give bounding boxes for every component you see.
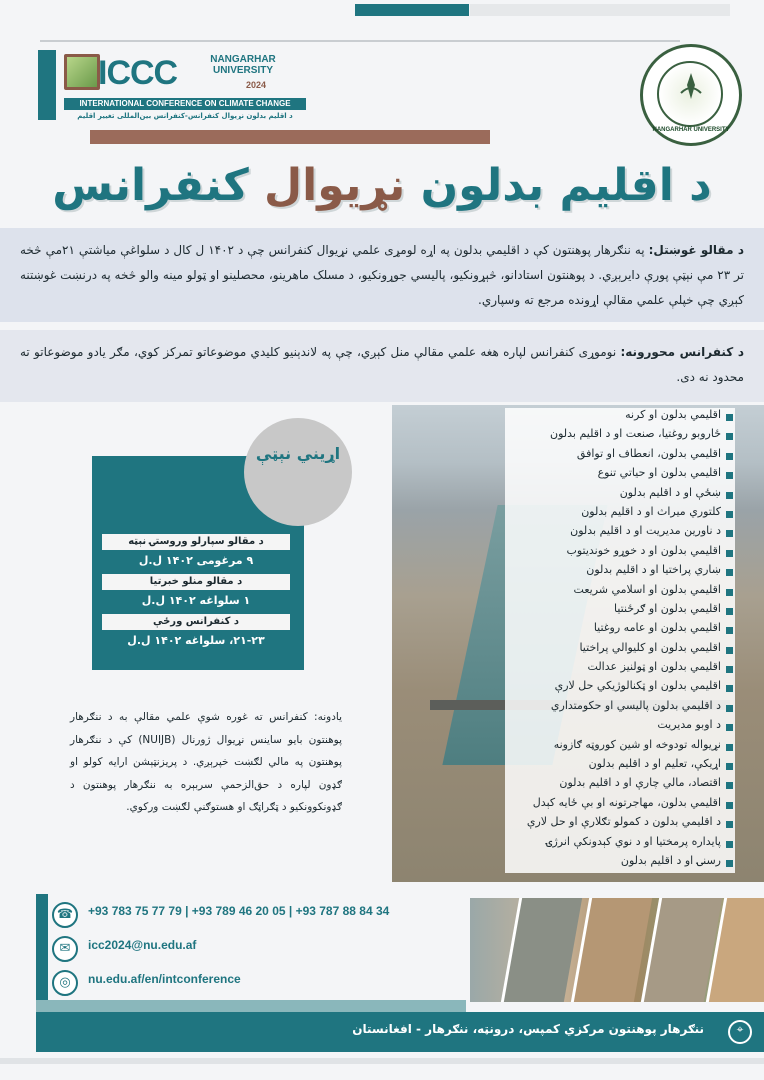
topic-item: اقلیمي بدلون او ټولنیز عدالت	[505, 660, 735, 679]
dates-heading-circle	[244, 418, 352, 526]
topic-item: ښځې او د اقلیم بدلون	[505, 486, 735, 505]
topic-item: اقلیمي بدلون او عامه روغتیا	[505, 621, 735, 640]
topics-list	[505, 408, 735, 873]
title-part-2: نړیوال	[264, 160, 421, 211]
logo-subtitle: د اقلیم بدلون نړیوال کنفرانس-کنفرانس بین‌المللی تغییر اقلیم	[77, 112, 293, 120]
topic-item: اقلیمي بدلون او ګرځنتیا	[505, 602, 735, 621]
footer-light-bar	[36, 1000, 466, 1012]
page-title	[0, 160, 764, 211]
date-label-conference: د کنفرانس ورځې	[102, 614, 290, 630]
topic-item: اړیکې، تعلیم او د اقلیم بدلون	[505, 757, 735, 776]
date-label-submission: د مقالو سپارلو وروستۍ نېټه	[102, 534, 290, 550]
topic-item: پایداره پرمختیا او د نوي کېدونکې انرژۍ	[505, 835, 735, 854]
topic-item: اقلیمي بدلون، انعطاف او توافق	[505, 447, 735, 466]
logo-year: 2024	[246, 80, 267, 90]
phone-icon: ☎	[52, 902, 78, 928]
topic-item: نړیواله تودوخه او شین کوروټه ګازونه	[505, 738, 735, 757]
header-brown-bar	[90, 130, 490, 144]
email-icon: ✉	[52, 936, 78, 962]
topic-item: کلتوري میراث او د اقلیم بدلون	[505, 505, 735, 524]
header-divider	[40, 40, 680, 42]
themes-intro-section	[0, 330, 764, 402]
bottom-divider	[0, 1058, 764, 1064]
tree-logo-icon	[64, 54, 100, 90]
collage-panel	[571, 898, 652, 1002]
themes-intro-text: نوموړی کنفرانس لپاره هغه علمي مقالې منل کېږي، چې په لاندېنیو کلیدي موضوعاتو تمرکز کوي، مګر یادو موضوعاتو ته محدود نه دی.	[20, 345, 744, 384]
title-part-3: کنفرانس	[52, 160, 264, 211]
top-accent-bar	[355, 4, 469, 16]
topic-item: اقتصاد، مالي چارې او د اقلیم بدلون	[505, 776, 735, 795]
collage-panel	[501, 898, 582, 1002]
climate-photo-collage	[470, 898, 764, 1002]
topic-item: اقلیمي بدلون او کرنه	[505, 408, 735, 427]
call-for-papers-section	[0, 228, 764, 322]
topic-item: اقلیمي بدلون او د خوړو خوندیتوب	[505, 544, 735, 563]
globe-icon: ◎	[52, 970, 78, 996]
topic-item: د اقلیمي بدلون پالیسي او حکومتداري	[505, 699, 735, 718]
topic-item: اقلیمي بدلون او اسلامي شریعت	[505, 583, 735, 602]
call-for-papers-label: د مقالو غوښتل:	[648, 243, 745, 257]
title-part-1: د اقلیم بدلون	[420, 160, 712, 211]
logo-accent-bar	[38, 50, 56, 120]
location-pin-icon: ⌖	[728, 1020, 752, 1044]
contact-website[interactable]: nu.edu.af/en/intconference	[88, 972, 241, 986]
topic-item: د اقلیمي بدلون د کمولو تګلارې او حل لارې	[505, 815, 735, 834]
seal-emblem-icon	[673, 69, 709, 105]
logo-university-text: NANGARHAR UNIVERSITY	[210, 54, 276, 76]
topic-item: ښاري پراختیا او د اقلیم بدلون	[505, 563, 735, 582]
date-label-acceptance: د مقالو منلو خبرتیا	[102, 574, 290, 590]
topic-item: اقلیمي بدلون او کلیوالي پراختیا	[505, 641, 735, 660]
date-value-conference: ۲۱-۲۳، سلواغه ۱۴۰۲ ل.ل	[127, 634, 265, 647]
topic-item: اقلیمي بدلون او ټکنالوژيکي حل لارې	[505, 679, 735, 698]
date-value-submission: ۹ مرغومی ۱۴۰۲ ل.ل	[138, 554, 254, 567]
contact-phones: +93 783 75 77 79 | +93 789 46 20 05 | +93 787 88 84 34	[88, 904, 390, 918]
topic-item: د ناورین مدیریت او د اقلیم بدلون	[505, 524, 735, 543]
topic-item: رسنۍ او د اقلیم بدلون	[505, 854, 735, 873]
logo-icc-text: ICCC	[98, 54, 178, 92]
seal-text: NANGARHAR UNIVERSITY	[652, 127, 730, 133]
publication-note: یادونه: کنفرانس ته غوره شوې علمي مقالې به د ننګرهار پوهنتون بایو ساینس نړیوال ژورنال (NUIJB) کې د ننګرهار پوهنتون په مالي لګښت خپرېږي. د پریزنټېشن ارایه کولو او ګډون لپاره د حق‌الزحمې سربېره به ننګرهار پوهنتون د ګډونکوونکیو د ټګراټګ او هستوګنې لګښت ورکوي.	[70, 711, 342, 813]
date-value-acceptance: ۱ سلواغه ۱۴۰۲ ل.ل	[141, 594, 251, 607]
topic-item: د اوبو مدیریت	[505, 718, 735, 737]
dates-heading: اړیني نېټې	[255, 444, 341, 463]
conference-logo	[38, 48, 308, 130]
logo-conference-name: INTERNATIONAL CONFERENCE ON CLIMATE CHANGE	[64, 98, 306, 110]
contact-email[interactable]: icc2024@nu.edu.af	[88, 938, 197, 952]
footer-address: ننګرهار پوهنتون مرکزي کمپس، درونټه، ننګرهار - افغانستان	[352, 1022, 704, 1036]
top-light-bar	[470, 4, 730, 16]
topic-item: ځاروبو روغتیا، صنعت او د اقلیم بدلون	[505, 427, 735, 446]
university-seal	[640, 44, 742, 146]
topic-item: اقلیمي بدلون، مهاجرتونه او بې ځایه کېدل	[505, 796, 735, 815]
call-for-papers-text: په ننګرهار پوهنتون کې د اقلیمي بدلون په اړه لومړی علمي نړیوال کنفرانس چې د ۱۴۰۲ ل کال د سلواغې میاشتې ۲۱مې څخه تر ۲۳ مې نېټې پورې دایرېږي. د پوهنتون استادانو، څېړونکیو، پالیسي جوړونکیو، د مسلک ماهرینو، محصلینو او ټولو مینه والو څخه په درنښت غوښتنه کېږي چې خپلې علمي مقالې اړونده مرجع ته وسپاري.	[20, 243, 744, 307]
contact-accent-bar	[36, 894, 48, 1000]
topic-item: اقلیمي بدلون او حیاتي تنوع	[505, 466, 735, 485]
themes-intro-label: د کنفرانس محورونه:	[620, 345, 745, 359]
